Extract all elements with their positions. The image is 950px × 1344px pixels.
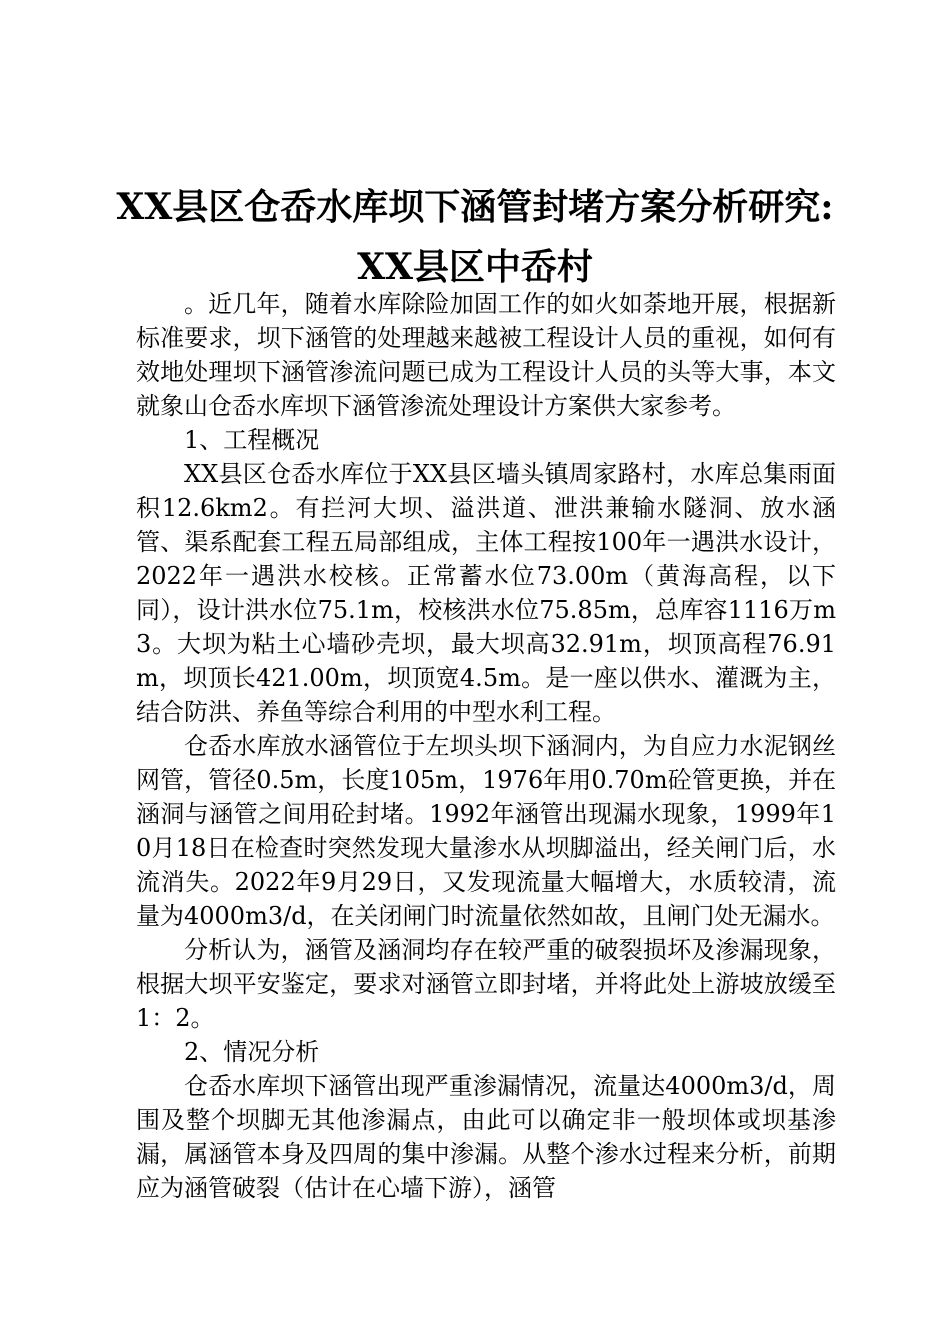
paragraph-project-overview: XX县区仓岙水库位于XX县区墙头镇周家路村，水库总集雨面积12.6km2。有拦河大坝、溢洪道、泄洪兼输水隧洞、放水涵管、渠系配套工程五局部组成，主体工程按100年一遇洪水设计，2022年一遇洪水校核。正常蓄水位73.00m（黄海高程，以下同），设计洪水位75.1m，校核洪水位75.85m，总库容1116万m3。大坝为粘土心墙砂壳坝，最大坝高32.91m，坝顶高程76.91m，坝顶长421.00m，坝顶宽4.5m。是一座以供水、灌溉为主，结合防洪、养鱼等综合利用的中型水利工程。 [136,460,836,726]
section-heading-project-overview: 1、工程概况 [184,426,320,454]
intro-paragraph: 。近几年，随着水库除险加固工作的如火如荼地开展，根据新标准要求，坝下涵管的处理越来越被工程设计人员的重视，如何有效地处理坝下涵管渗流问题已成为工程设计人员的头等大事，本文就象山仓岙水库坝下涵管渗流处理设计方案供大家参考。 [136,290,836,420]
document-title-line-2: XX县区中岙村 [357,246,593,288]
paragraph-situation-analysis: 仓岙水库坝下涵管出现严重渗漏情况，流量达4000m3/d，周围及整个坝脚无其他渗漏点，由此可以确定非一般坝体或坝基渗漏，属涵管本身及四周的集中渗漏。从整个渗水过程来分析，前期应为涵管破裂（估计在心墙下游），涵管 [136,1072,836,1202]
section-heading-situation-analysis: 2、情况分析 [184,1038,320,1066]
paragraph-culvert-history: 仓岙水库放水涵管位于左坝头坝下涵洞内，为自应力水泥钢丝网管，管径0.5m，长度105m，1976年用0.70m砼管更换，并在涵洞与涵管之间用砼封堵。1992年涵管出现漏水现象，1999年10月18日在检查时突然发现大量渗水从坝脚溢出，经关闸门后，水流消失。2022年9月29日，又发现流量大幅增大，水质较清，流量为4000m3/d，在关闭闸门时流量依然如故，且闸门处无漏水。 [136,732,836,930]
paragraph-analysis-conclusion: 分析认为，涵管及涵洞均存在较严重的破裂损坏及渗漏现象，根据大坝平安鉴定，要求对涵管立即封堵，并将此处上游坡放缓至1：2。 [136,936,836,1032]
document-body [136,287,836,1205]
document-title-line-1: XX县区仓岙水库坝下涵管封堵方案分析研究: [116,186,834,228]
